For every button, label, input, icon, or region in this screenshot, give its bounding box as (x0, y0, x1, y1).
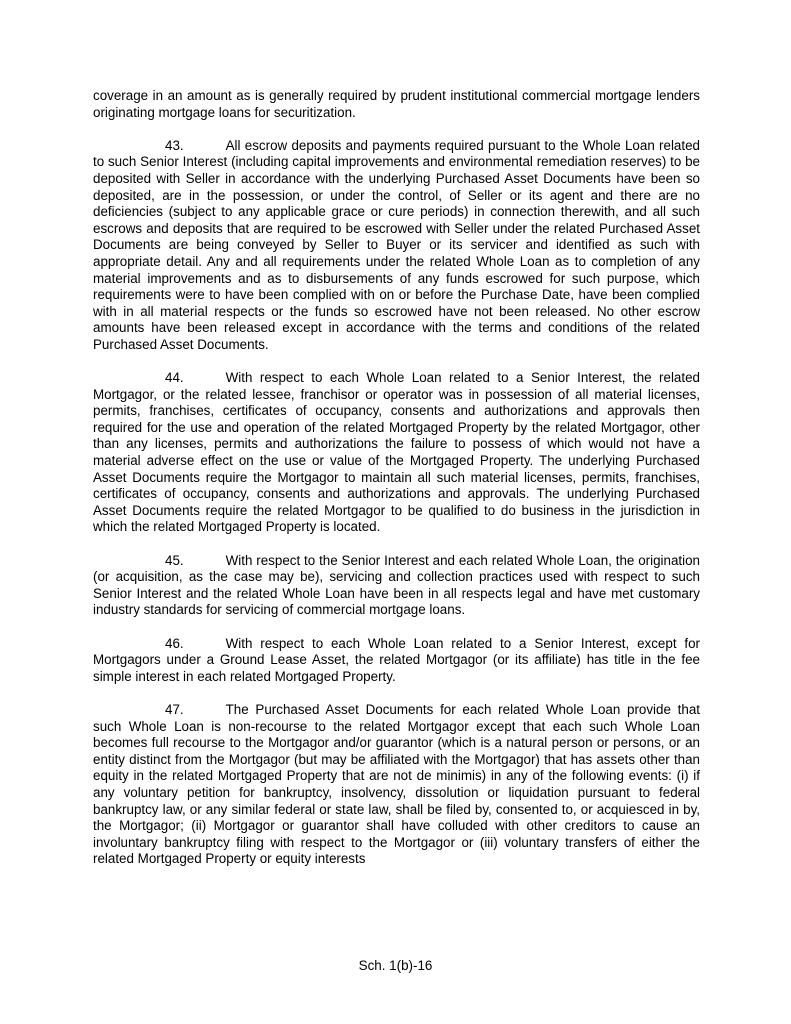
paragraph-43-number: 43. (165, 137, 184, 153)
paragraph-46-text: With respect to each Whole Loan related to a Senior Interest, except for Mortgagors under a Ground Lease Asset, the related Mortgagor (or its affiliate) has title in the fee simple interest in each related Mortgaged Property. (93, 635, 700, 684)
page-footer: Sch. 1(b)-16 (358, 958, 433, 973)
paragraph-45-number: 45. (165, 552, 184, 568)
paragraph-44-text: With respect to each Whole Loan related to a Senior Interest, the related Mortgagor, or the related lessee, franchisor or operator was in possession of all material licenses, permits, franchises, certificates of occupancy, consents and authorizations and approvals then required for the use and operation of the related Mortgaged Property by the related Mortgagor, other than any licenses, permits and authorizations the failure to possess of which would not have a material adverse effect on the use or value of the Mortgaged Property. The underlying Purchased Asset Documents require the Mortgagor to maintain all such material licenses, permits, franchises, certificates of occupancy, consents and authorizations and approvals. The underlying Purchased Asset Documents require the related Mortgagor to be qualified to do business in the jurisdiction in which the related Mortgaged Property is located. (93, 370, 700, 535)
paragraph-47 (93, 702, 700, 868)
paragraph-43 (93, 138, 700, 354)
paragraph-44-number: 44. (165, 370, 184, 386)
paragraph-47-number: 47. (165, 701, 184, 717)
paragraph-46 (93, 636, 700, 686)
paragraph-44 (93, 370, 700, 536)
paragraph-46-number: 46. (165, 635, 184, 651)
paragraph-43-text: All escrow deposits and payments required pursuant to the Whole Loan related to such Senior Interest (including capital improvements and environmental remediation reserves) to be deposited with Seller in accordance with the underlying Purchased Asset Documents have been so deposited, are in the possession, or under the control, of Seller or its agent and there are no deficiencies (subject to any applicable grace or cure periods) in connection therewith, and all such escrows and deposits that are required to be escrowed with Seller under the related Purchased Asset Documents are being conveyed by Seller to Buyer or its servicer and identified as such with appropriate detail. Any and all requirements under the related Whole Loan as to completion of any material improvements and as to disbursements of any funds escrowed for such purpose, which requirements were to have been complied with on or before the Purchase Date, have been complied with in all material respects or the funds so escrowed have not been released. No other escrow amounts have been released except in accordance with the terms and conditions of the related Purchased Asset Documents. (93, 137, 700, 352)
paragraph-47-text: The Purchased Asset Documents for each related Whole Loan provide that such Whole Loan is non-recourse to the related Mortgagor except that each such Whole Loan becomes full recourse to the Mortgagor and/or guarantor (which is a natural person or persons, or an entity distinct from the Mortgagor (but may be affiliated with the Mortgagor) that has assets other than equity in the related Mortgaged Property that are not de minimis) in any of the following events: (i) if any voluntary petition for bankruptcy, insolvency, dissolution or liquidation pursuant to federal bankruptcy law, or any similar federal or state law, shall be filed by, consented to, or acquiesced in by, the Mortgagor; (ii) Mortgagor or guarantor shall have colluded with other creditors to cause an involuntary bankruptcy filing with respect to the Mortgagor or (iii) voluntary transfers of either the related Mortgaged Property or equity interests (93, 701, 700, 867)
paragraph-continuation: coverage in an amount as is generally required by prudent institutional commercial mortgage lenders originating mortgage loans for securitization. (93, 88, 700, 120)
paragraph-45-text: With respect to the Senior Interest and each related Whole Loan, the origination (or acquisition, as the case may be), servicing and collection practices used with respect to such Senior Interest and the related Whole Loan have been in all respects legal and have met customary industry standards for servicing of commercial mortgage loans. (93, 552, 700, 618)
paragraph-45 (93, 553, 700, 619)
